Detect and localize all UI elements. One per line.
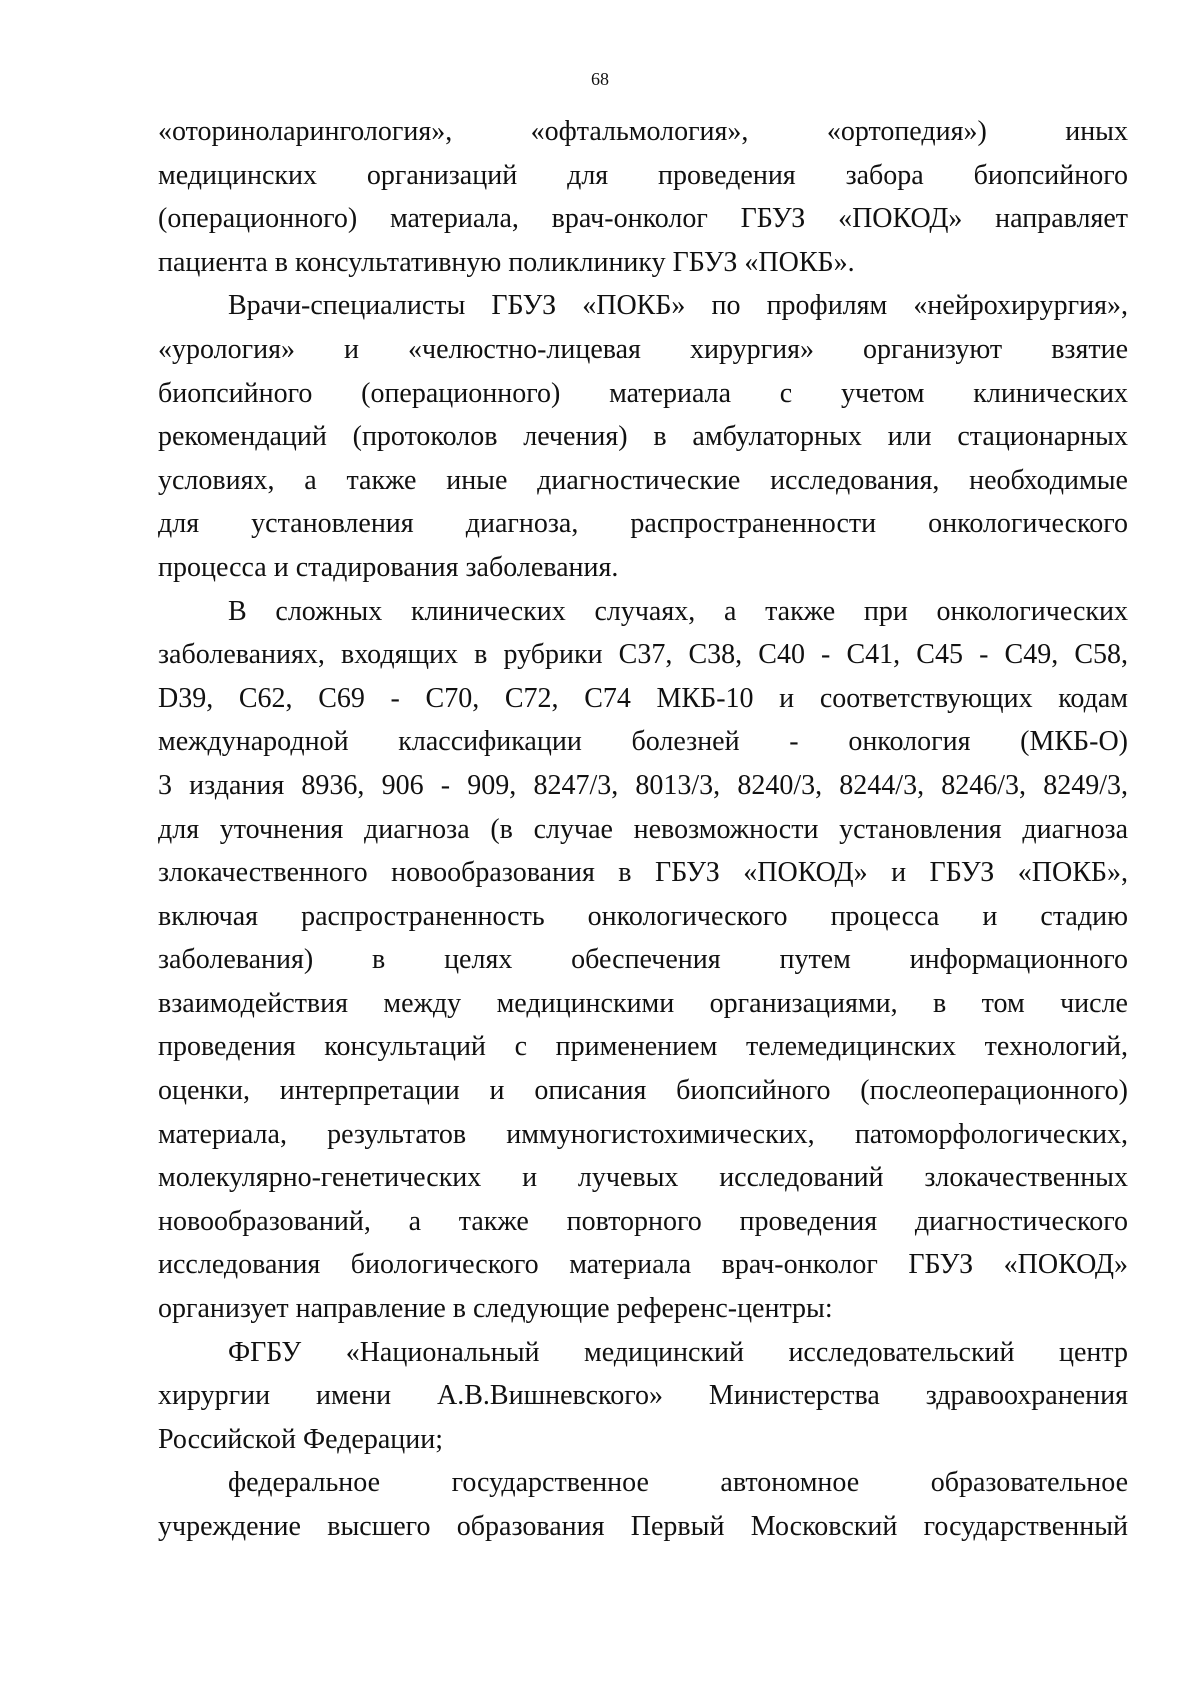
- paragraph: [158, 1331, 1128, 1462]
- text-line: рекомендаций (протоколов лечения) в амбулаторных или стационарных: [158, 421, 1128, 453]
- text-line: «оториноларингология», «офтальмология», «ортопедия») иных: [158, 116, 1128, 147]
- text-line: исследования биологического материала врач-онколог ГБУЗ «ПОКОД»: [158, 1249, 1128, 1281]
- text-line: для уточнения диагноза (в случае невозможности установления диагноза: [158, 813, 1128, 845]
- text-line: Российской Федерации;: [158, 1423, 444, 1455]
- text-line: новообразований, а также повторного проведения диагностического: [158, 1205, 1128, 1237]
- document-body: [158, 110, 1128, 1549]
- text-line: учреждение высшего образования Первый Московский государственный: [158, 1511, 1128, 1542]
- page-number: 68: [591, 69, 609, 89]
- text-line: оценки, интерпретации и описания биопсийного (послеоперационного): [158, 1075, 1128, 1107]
- text-line: условиях, а также иные диагностические исследования, необходимые: [158, 464, 1128, 496]
- text-line: организует направление в следующие референс-центры:: [158, 1293, 833, 1325]
- text-line: биопсийного (операционного) материала с учетом клинических: [158, 377, 1128, 409]
- text-line: В сложных клинических случаях, а также при онкологических: [228, 595, 1128, 627]
- text-line: молекулярно-генетических и лучевых исследований злокачественных: [158, 1162, 1128, 1194]
- text-line: «урология» и «челюстно-лицевая хирургия» организуют взятие: [158, 333, 1128, 365]
- text-line: материала, результатов иммуногистохимических, патоморфологических,: [158, 1118, 1128, 1150]
- text-line: Врачи-специалисты ГБУЗ «ПОКБ» по профилям «нейрохирургия»,: [228, 290, 1128, 322]
- paragraph: [158, 590, 1128, 1331]
- paragraph: [158, 110, 1128, 284]
- paragraph: [158, 1461, 1128, 1548]
- text-line: злокачественного новообразования в ГБУЗ «ПОКОД» и ГБУЗ «ПОКБ»,: [158, 857, 1128, 889]
- text-line: заболевания) в целях обеспечения путем информационного: [158, 944, 1128, 976]
- text-line: D39, С62, С69 - С70, С72, С74 МКБ-10 и соответствующих кодам: [158, 682, 1128, 714]
- text-line: заболеваниях, входящих в рубрики С37, С38, С40 - С41, С45 - С49, С58,: [158, 639, 1128, 671]
- text-line: международной классификации болезней - онкология (МКБ-О): [158, 726, 1128, 758]
- text-line: для установления диагноза, распространенности онкологического: [158, 508, 1128, 540]
- text-line: процесса и стадирования заболевания.: [158, 551, 619, 583]
- text-line: ФГБУ «Национальный медицинский исследовательский центр: [228, 1336, 1128, 1368]
- text-line: федеральное государственное автономное образовательное: [228, 1467, 1128, 1499]
- text-line: взаимодействия между медицинскими организациями, в том числе: [158, 987, 1128, 1019]
- text-line: хирургии имени А.В.Вишневского» Министерства здравоохранения: [158, 1380, 1128, 1412]
- text-line: проведения консультаций с применением телемедицинских технологий,: [158, 1031, 1128, 1063]
- text-line: (операционного) материала, врач-онколог ГБУЗ «ПОКОД» направляет: [158, 203, 1128, 235]
- text-line: пациента в консультативную поликлинику ГБУЗ «ПОКБ».: [158, 246, 855, 278]
- text-line: 3 издания 8936, 906 - 909, 8247/3, 8013/3, 8240/3, 8244/3, 8246/3, 8249/3,: [158, 769, 1128, 801]
- text-line: включая распространенность онкологического процесса и стадию: [158, 900, 1128, 932]
- text-line: медицинских организаций для проведения забора биопсийного: [158, 159, 1128, 191]
- paragraph: [158, 284, 1128, 589]
